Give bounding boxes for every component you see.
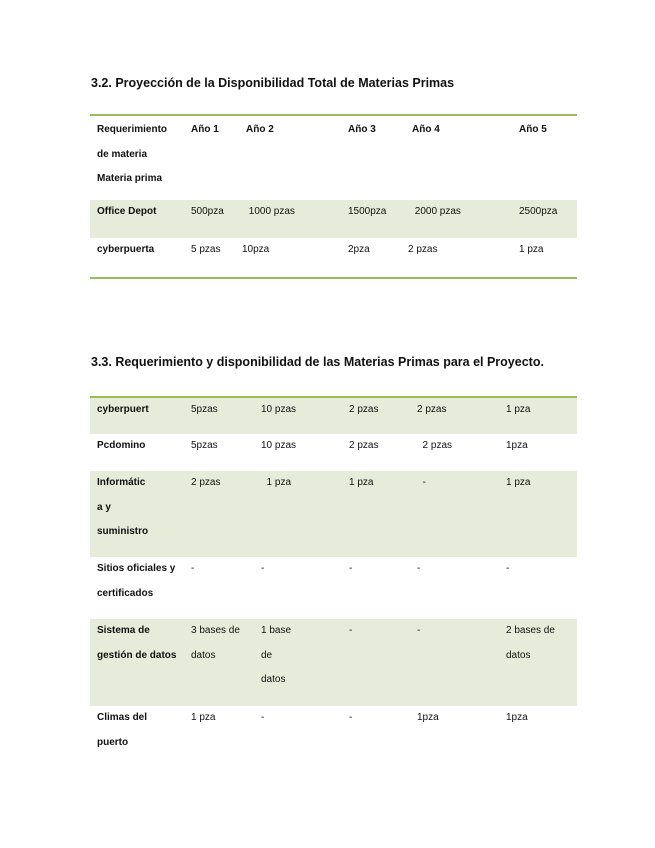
requirements-table (90, 396, 577, 758)
row-material-name (90, 619, 184, 706)
row-value (410, 434, 499, 471)
row-value-line: datos (261, 674, 286, 685)
row-value-line: 5pzas (191, 440, 218, 451)
row-material-name (90, 397, 184, 434)
row-value-line: - (349, 563, 353, 574)
table-header-row (90, 115, 577, 200)
row-value (410, 397, 499, 434)
row-value: 10pza (242, 244, 270, 255)
row-value (342, 434, 410, 471)
row-value (184, 557, 254, 619)
row-material-name (90, 557, 184, 619)
row-material-name (90, 471, 184, 557)
header-year-2: Año 2 (246, 124, 274, 135)
row-value-line: - (417, 625, 421, 636)
row-value-line: 2 pzas (417, 404, 447, 415)
row-value-line: 1 pza (191, 712, 216, 723)
row-material-name-line: Pcdomino (97, 440, 146, 451)
row-supplier-name: Office Depot (90, 200, 184, 238)
row-value-line: 5pzas (191, 404, 218, 415)
row-value-line: - (349, 625, 353, 636)
row-value (499, 619, 577, 706)
section-title-requirements: 3.3. Requerimiento y disponibilidad de las Materias Primas para el Proyecto. (91, 355, 544, 369)
row-material-name-line: Sistema de (97, 625, 150, 636)
row-material-name-line: certificados (97, 587, 154, 599)
header-requirement-line: Requerimiento (97, 124, 168, 135)
row-value: 2500pza (512, 200, 577, 238)
table-row (90, 397, 577, 434)
row-value (410, 471, 499, 557)
row-value: 1 pza (519, 244, 544, 255)
row-value (499, 397, 577, 434)
row-value (184, 471, 254, 557)
row-value-line: - (506, 563, 510, 574)
row-material-name-line: puerto (97, 736, 129, 748)
row-value: 500pza (184, 200, 239, 238)
table-row (90, 434, 577, 471)
row-value: 5 pzas (191, 244, 221, 255)
row-value: 2 pzas (408, 244, 438, 255)
row-value (342, 706, 410, 758)
row-material-name-line: Informátic (97, 477, 146, 488)
row-value (342, 619, 410, 706)
row-value (254, 471, 342, 557)
header-year-3: Año 3 (348, 124, 376, 135)
row-value (342, 557, 410, 619)
row-value-line: 1 base (261, 625, 292, 636)
row-value-line: - (261, 563, 265, 574)
row-value-line: - (417, 477, 426, 488)
row-material-name-line: gestión de datos (97, 649, 177, 661)
header-requirement-line: de materia (97, 148, 148, 160)
row-value (342, 397, 410, 434)
header-year-5: Año 5 (519, 124, 547, 135)
row-value-line: 3 bases de (191, 625, 240, 636)
row-value: 2000 pzas (405, 200, 512, 238)
row-value-line: - (349, 712, 353, 723)
table-row (90, 706, 577, 758)
table-row (90, 238, 577, 278)
row-value (499, 471, 577, 557)
row-value-line: datos (506, 649, 531, 661)
row-value (342, 471, 410, 557)
row-value-line: 1 pza (349, 477, 374, 488)
row-value-line: 1pza (506, 440, 528, 451)
row-material-name-line: suministro (97, 526, 149, 537)
row-value (254, 557, 342, 619)
row-value (184, 397, 254, 434)
row-value-line: 2 pzas (417, 440, 453, 451)
row-value-line: 2 bases de (506, 625, 555, 636)
row-value (184, 706, 254, 758)
row-value (184, 619, 254, 706)
row-material-name-line: a y (97, 501, 111, 513)
row-value-line: 1 pza (506, 477, 531, 488)
row-value (410, 706, 499, 758)
row-material-name-line: cyberpuert (97, 404, 149, 415)
header-requirement-cell (90, 115, 184, 200)
row-value-line: 1pza (506, 712, 528, 723)
table-row (90, 619, 577, 706)
row-value-line: 1 pza (506, 404, 531, 415)
row-value-line: - (191, 563, 195, 574)
row-value (499, 434, 577, 471)
row-value-line: 2 pzas (349, 404, 379, 415)
requirements-table-body (90, 397, 577, 758)
row-value: 2pza (348, 244, 370, 255)
row-value-line: 2 pzas (191, 477, 221, 488)
row-value-line: - (417, 563, 421, 574)
row-value-line: 10 pzas (261, 440, 297, 451)
row-value-line: 1 pza (261, 477, 292, 488)
row-material-name-line: Climas del (97, 712, 148, 723)
availability-table (90, 114, 577, 279)
section-title-availability: 3.2. Proyección de la Disponibilidad Total de Materias Primas (91, 76, 455, 90)
row-value: 1500pza (341, 200, 405, 238)
row-value-line: 1pza (417, 712, 439, 723)
row-value-line: 2 pzas (349, 440, 379, 451)
header-requirement-line: Materia prima (97, 173, 163, 184)
row-value-line: 10 pzas (261, 404, 297, 415)
table-row (90, 557, 577, 619)
row-value-line: de (261, 649, 273, 661)
row-value (254, 434, 342, 471)
row-value (254, 397, 342, 434)
row-value-line: datos (191, 649, 216, 661)
table-row (90, 471, 577, 557)
row-supplier-name: cyberpuerta (97, 244, 155, 255)
row-value (410, 619, 499, 706)
row-value (410, 557, 499, 619)
row-value (254, 706, 342, 758)
row-material-name (90, 706, 184, 758)
table-row (90, 200, 577, 238)
row-value (499, 706, 577, 758)
row-value (499, 557, 577, 619)
row-value (184, 434, 254, 471)
row-value: 1000 pzas (239, 200, 341, 238)
row-material-name-line: Sitios oficiales y (97, 563, 176, 574)
row-value (254, 619, 342, 706)
header-year-4: Año 4 (412, 124, 440, 135)
row-value-line: - (261, 712, 265, 723)
header-year-1: Año 1 (191, 124, 219, 135)
row-material-name (90, 434, 184, 471)
